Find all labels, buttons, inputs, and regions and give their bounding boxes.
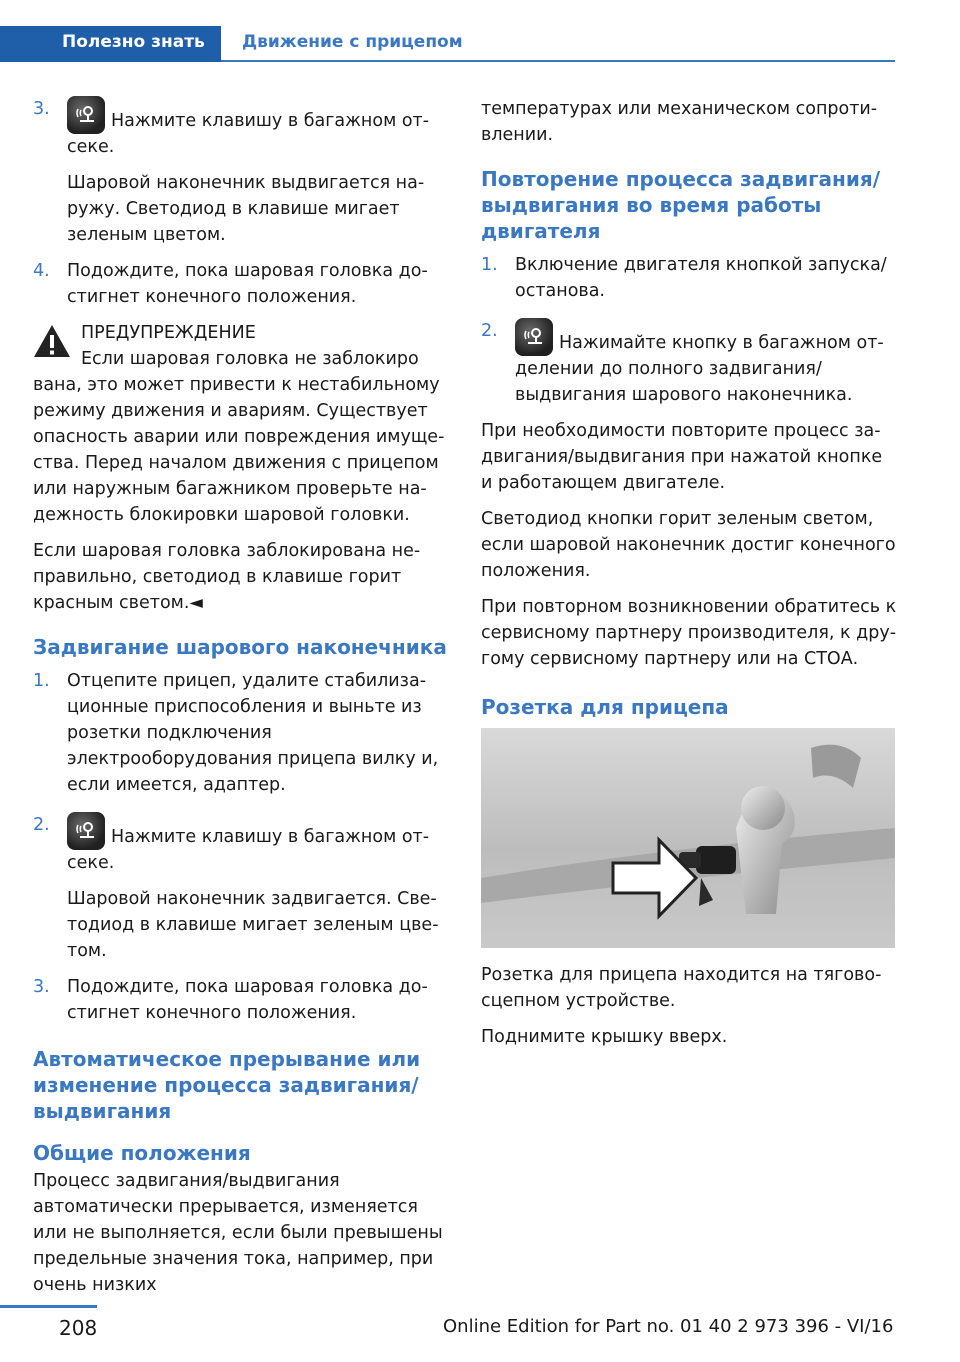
step-text: [515, 318, 897, 408]
header-rule: [221, 60, 895, 62]
socket-heading: Розетка для прицепа: [481, 695, 729, 719]
trailer-socket-photo: [481, 728, 895, 948]
step-number: 3.: [33, 977, 50, 997]
warning-first-line: Если шаровая головка не заблокиро: [81, 349, 419, 369]
page-header: [0, 0, 960, 62]
header-tab-chapter[interactable]: Полезно знать: [62, 32, 205, 52]
warning-tail: Если шаровая головка заблокирована неправильно, светодиод в клавише горит красным светом.◄: [33, 541, 421, 613]
left-column: [33, 96, 449, 1308]
general-text: Процесс задвигания/выдвигания автоматически прерывается, изменяется или не выполняется, если были превышены предельные значения тока, например, при очень низких: [33, 1171, 443, 1295]
retract-step-1: [33, 668, 449, 798]
socket-paragraph-2: Поднимите крышку вверх.: [481, 1027, 728, 1047]
step-number: 4.: [33, 261, 50, 281]
retract-step-3: [33, 974, 449, 1026]
repeat-heading: Повторение процесса задвигания/ выдвигания во время работы двигателя: [481, 167, 881, 243]
socket-paragraph-1: Розетка для прицепа находится на тягово-сцепном устройстве.: [481, 965, 882, 1011]
extend-step-4: [33, 258, 449, 310]
step-text-main: Нажмите клавишу в багажном отсеке.: [67, 111, 430, 157]
repeat-step-1: [481, 252, 897, 304]
auto-interrupt-heading: Автоматическое прерывание или изменение процесса задвигания/ выдвигания: [33, 1047, 421, 1123]
right-column: [481, 96, 897, 1060]
step-number: 3.: [33, 99, 50, 119]
continuation-text: температурах или механическом сопротивлении.: [481, 99, 878, 145]
trunk-button-icon: [67, 96, 105, 134]
retract-step-2: [33, 812, 449, 964]
step-text: Подождите, пока шаровая головка достигнет конечного положения.: [67, 261, 428, 307]
step-number: 2.: [33, 815, 50, 835]
footer-rule: [0, 1305, 97, 1308]
warning-text: вана, это может привести к нестабильному режиму движения и авариям. Существует опасность аварии или повреждения имущества. Перед началом движения с прицепом или наружным багажником проверьте надежность блокировки шаровой головки.: [33, 375, 445, 525]
step-text: Подождите, пока шаровая головка достигнет конечного положения.: [67, 977, 428, 1023]
step-text-detail: Шаровой наконечник выдвигается наружу. Светодиод в клавише мигает зеленым цветом.: [67, 173, 425, 245]
warning-triangle-icon: [33, 324, 71, 358]
repeat-paragraph-1: При необходимости повторите процесс задвигания/выдвигания при нажатой кнопке и работающем двигателе.: [481, 421, 883, 493]
trunk-button-icon: [515, 318, 553, 356]
repeat-step-2: [481, 318, 897, 408]
repeat-paragraph-2: Светодиод кнопки горит зеленым светом, если шаровой наконечник достиг конечного положения.: [481, 509, 896, 581]
step-text: [67, 96, 449, 160]
step-text-main: Нажимайте кнопку в багажном отделении до полного задвигания/выдвигания шарового наконечника.: [515, 333, 884, 405]
step-text: Отцепите прицеп, удалите стабилизационные приспособления и выньте из розетки подключения электрооборудования прицепа вилку и, если имеется, адаптер.: [67, 671, 439, 795]
extend-step-3: [33, 96, 449, 248]
header-tab-section[interactable]: Движение с прицепом: [242, 32, 463, 52]
step-text-detail: Шаровой наконечник задвигается. Светодиод в клавише мигает зеленым цветом.: [67, 889, 439, 961]
warning-block: [33, 320, 449, 616]
step-text: Включение двигателя кнопкой запуска/ останова.: [515, 255, 887, 301]
retract-heading: Задвигание шарового наконечника: [33, 635, 447, 659]
step-number: 1.: [33, 671, 50, 691]
page-number: 208: [59, 1316, 98, 1340]
trunk-button-icon: [67, 812, 105, 850]
warning-title: ПРЕДУПРЕЖДЕНИЕ: [81, 323, 256, 343]
edition-note: Online Edition for Part no. 01 40 2 973 396 - VI/16: [443, 1316, 894, 1337]
step-number: 2.: [481, 321, 498, 341]
step-text-main: Нажмите клавишу в багажном отсеке.: [67, 827, 430, 873]
general-heading: Общие положения: [33, 1141, 251, 1165]
step-text: [67, 812, 449, 876]
repeat-paragraph-3: При повторном возникновении обратитесь к сервисному партнеру производителя, к другому сервисному партнеру или на СТОА.: [481, 597, 897, 669]
step-number: 1.: [481, 255, 498, 275]
